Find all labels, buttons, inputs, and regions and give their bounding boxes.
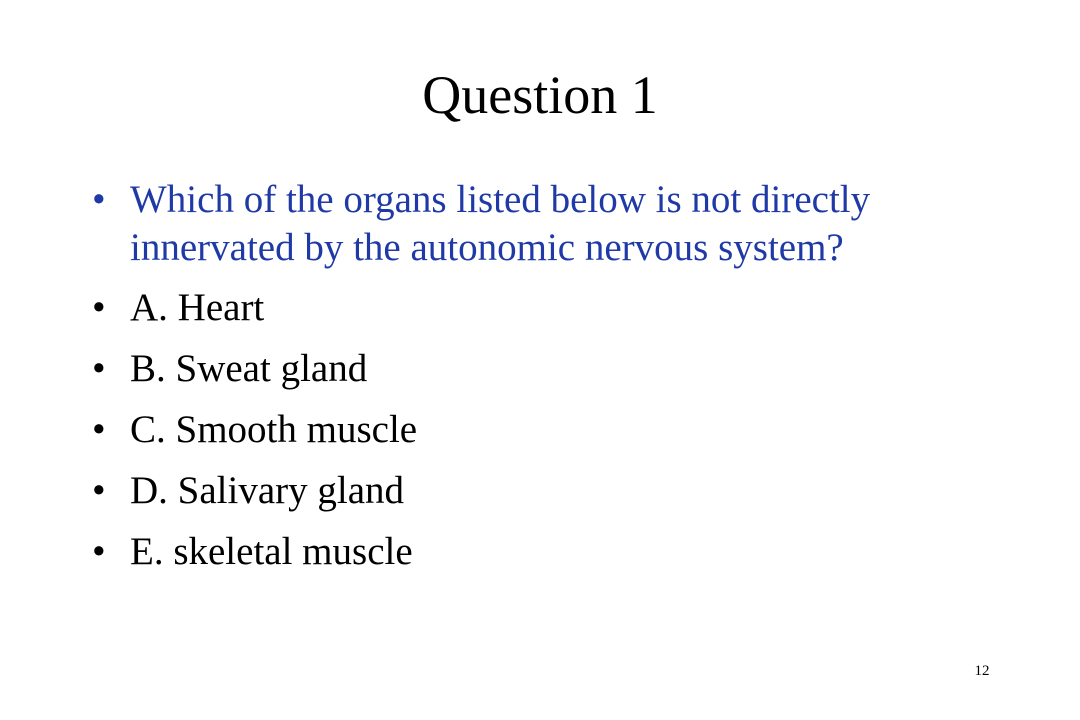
bullet-dot: • [92, 347, 106, 390]
bullet-list [90, 176, 990, 589]
option-c-text: C. Smooth muscle [130, 408, 418, 451]
bullet-dot: • [92, 286, 106, 329]
option-e [90, 528, 990, 576]
bullet-dot: • [92, 408, 106, 451]
bullet-dot: • [92, 530, 106, 573]
option-c [90, 406, 990, 454]
option-a [90, 284, 990, 332]
question-text: Which of the organs listed below is not directly innervated by the autonomic nervous system? [130, 178, 871, 269]
option-b [90, 345, 990, 393]
option-e-text: E. skeletal muscle [130, 530, 413, 573]
page-number: 12 [974, 663, 990, 679]
bullet-dot: • [92, 178, 106, 221]
question-item [90, 176, 990, 272]
option-b-text: B. Sweat gland [130, 347, 368, 390]
bullet-dot: • [92, 469, 106, 512]
option-a-text: A. Heart [130, 286, 265, 329]
option-d [90, 467, 990, 515]
slide-title: Question 1 [422, 65, 658, 125]
option-d-text: D. Salivary gland [130, 469, 405, 512]
